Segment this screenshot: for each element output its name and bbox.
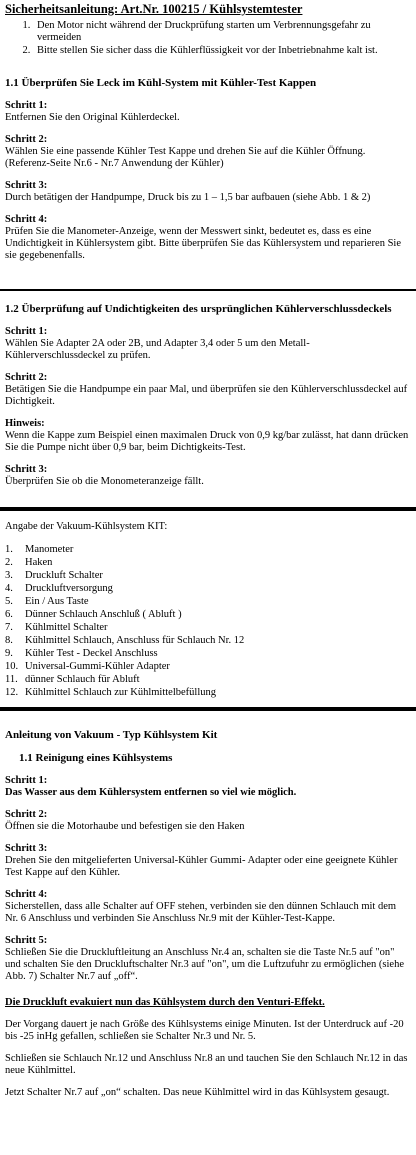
step-text: Öffnen sie die Motorhaube und befestigen sie den Haken — [5, 821, 245, 832]
step-block — [5, 372, 410, 408]
step-label: Schritt 3: — [5, 464, 48, 475]
list-item: 1. Manometer — [5, 544, 74, 555]
step-text: Überprüfen Sie ob die Monometeranzeige fällt. — [5, 476, 204, 487]
vacuum-section — [5, 729, 410, 1099]
list-item: 7. Kühlmittel Schalter — [5, 622, 108, 633]
kit-list — [5, 543, 410, 699]
step-text: Schließen Sie die Druckluftleitung an Anschluss Nr.4 an, schalten sie die Taste Nr.5 auf "on" und schalten Sie den Druckluftschalter Nr.3 auf "on", um die Luftzufuhr zu ermöglichen (siehe Abb. 7) Schalter Nr.7 auf „off“. — [5, 947, 404, 982]
step-label: Schritt 1: — [5, 326, 48, 337]
paragraph: Jetzt Schalter Nr.7 auf „on“ schalten. Das neue Kühlmittel wird in das Kühlsystem gesaugt. — [5, 1087, 390, 1098]
list-item: 11. dünner Schlauch für Abluft — [5, 674, 140, 685]
step-label: Schritt 2: — [5, 372, 48, 383]
step-label: Schritt 2: — [5, 809, 48, 820]
list-item: 10. Universal-Gummi-Kühler Adapter — [5, 661, 170, 672]
list-item: 8. Kühlmittel Schlauch, Anschluss für Schlauch Nr. 12 — [5, 635, 245, 646]
list-item: 9. Kühler Test - Deckel Anschluss — [5, 648, 158, 659]
step-block — [5, 464, 410, 488]
step-label: Schritt 2: — [5, 134, 48, 145]
step-block — [5, 100, 410, 124]
divider — [0, 507, 416, 511]
step-label: Schritt 3: — [5, 843, 48, 854]
step-label: Schritt 4: — [5, 889, 48, 900]
document-title: Sicherheitsanleitung: Art.Nr. 100215 / Kühlsystemtester — [5, 2, 303, 16]
step-text: Drehen Sie den mitgelieferten Universal-Kühler Gummi- Adapter oder eine geeignete Kühler Test Kappe auf den Kühler. — [5, 855, 398, 878]
list-item: 2. Haken — [5, 557, 53, 568]
step-block — [5, 775, 410, 799]
note-label: Hinweis: — [5, 418, 45, 429]
step-label: Schritt 1: — [5, 100, 48, 111]
step-label: Schritt 4: — [5, 214, 48, 225]
step-text: Sicherstellen, dass alle Schalter auf OFF stehen, verbinden sie den dünnen Schlauch mit dem Nr. 6 Anschluss und verbinden Sie Anschluss Nr.9 mit der Kühler-Test-Kappe. — [5, 901, 397, 924]
step-block — [5, 889, 410, 925]
step-block — [5, 134, 410, 170]
list-item: 5. Ein / Aus Taste — [5, 596, 89, 607]
divider — [0, 289, 416, 291]
step-block — [5, 809, 410, 833]
step-block — [5, 180, 410, 204]
list-item: 12. Kühlmittel Schlauch zur Kühlmittelbefüllung — [5, 687, 217, 698]
list-item: 3. Druckluft Schalter — [5, 570, 103, 581]
paragraph: Der Vorgang dauert je nach Größe des Kühlsystems einige Minuten. Ist der Unterdruck auf -20 bis -25 inHg gefallen, schließen sie Schalter Nr.3 und Nr. 5. — [5, 1019, 404, 1042]
step-block — [5, 843, 410, 879]
step-text: Wählen Sie eine passende Kühler Test Kappe und drehen Sie auf die Kühler Öffnung. (Referenz-Seite Nr.6 - Nr.7 Anwendung der Kühler) — [5, 146, 366, 169]
paragraph: Schließen sie Schlauch Nr.12 und Anschluss Nr.8 an und tauchen Sie den Schlauch Nr.12 in das neue Kühlmittel. — [5, 1053, 408, 1076]
step-text: Entfernen Sie den Original Kühlerdeckel. — [5, 112, 180, 123]
kit-heading: Angabe der Vakuum-Kühlsystem KIT: — [5, 521, 168, 532]
step-block — [5, 214, 410, 262]
step-block — [5, 935, 410, 983]
list-item: 4. Druckluftversorgung — [5, 583, 113, 594]
divider — [0, 707, 416, 711]
section-subheading: 1.1 Reinigung eines Kühlsystems — [19, 752, 173, 764]
step-text: Wählen Sie Adapter 2A oder 2B, und Adapter 3,4 oder 5 um den Metall-Kühlerverschlussdeckel zu prüfen. — [5, 338, 310, 361]
step-text: Das Wasser aus dem Kühlersystem entfernen so viel wie möglich. — [5, 787, 297, 798]
section-cap-test — [5, 303, 410, 488]
step-block — [5, 326, 410, 362]
step-text: Prüfen Sie die Manometer-Anzeige, wenn der Messwert sinkt, bedeutet es, dass es eine Undichtigkeit in Kühlersystem gibt. Bitte überprüfen Sie das Kühlersystem und reparieren Sie sie gegebenenfalls. — [5, 226, 401, 261]
section-heading: 1.2 Überprüfung auf Undichtigkeiten des ursprünglichen Kühlerverschlussdeckels — [5, 303, 392, 315]
list-item: 6. Dünner Schlauch Anschluß ( Abluft ) — [5, 609, 182, 620]
safety-list — [5, 20, 410, 57]
venturi-note: Die Druckluft evakuiert nun das Kühlsystem durch den Venturi-Effekt. — [5, 997, 325, 1008]
note-block — [5, 418, 410, 454]
section-heading: Anleitung von Vakuum - Typ Kühlsystem Kit — [5, 729, 218, 741]
note-text: Wenn die Kappe zum Beispiel einen maximalen Druck von 0,9 kg/bar zulässt, hat dann drücken Sie die Pumpe nicht über 0,9 bar, beim Dichtigkeits-Test. — [5, 430, 409, 453]
section-heading: 1.1 Überprüfen Sie Leck im Kühl-System mit Kühler-Test Kappen — [5, 77, 317, 89]
step-label: Schritt 1: — [5, 775, 48, 786]
step-label: Schritt 3: — [5, 180, 48, 191]
section-leak-test — [5, 77, 410, 262]
step-text: Durch betätigen der Handpumpe, Druck bis zu 1 – 1,5 bar aufbauen (siehe Abb. 1 & 2) — [5, 192, 371, 203]
safety-header — [5, 2, 410, 58]
step-text: Betätigen Sie die Handpumpe ein paar Mal, und überprüfen sie den Kühlerverschlussdeckel auf Dichtigkeit. — [5, 384, 408, 407]
safety-item: 1. Den Motor nicht während der Druckprüfung starten um Verbrennungsgefahr zu vermeiden — [33, 20, 410, 44]
step-label: Schritt 5: — [5, 935, 48, 946]
safety-item: 2. Bitte stellen Sie sicher dass die Kühlerflüssigkeit vor der Inbetriebnahme kalt ist. — [33, 45, 410, 57]
kit-section — [5, 521, 410, 699]
